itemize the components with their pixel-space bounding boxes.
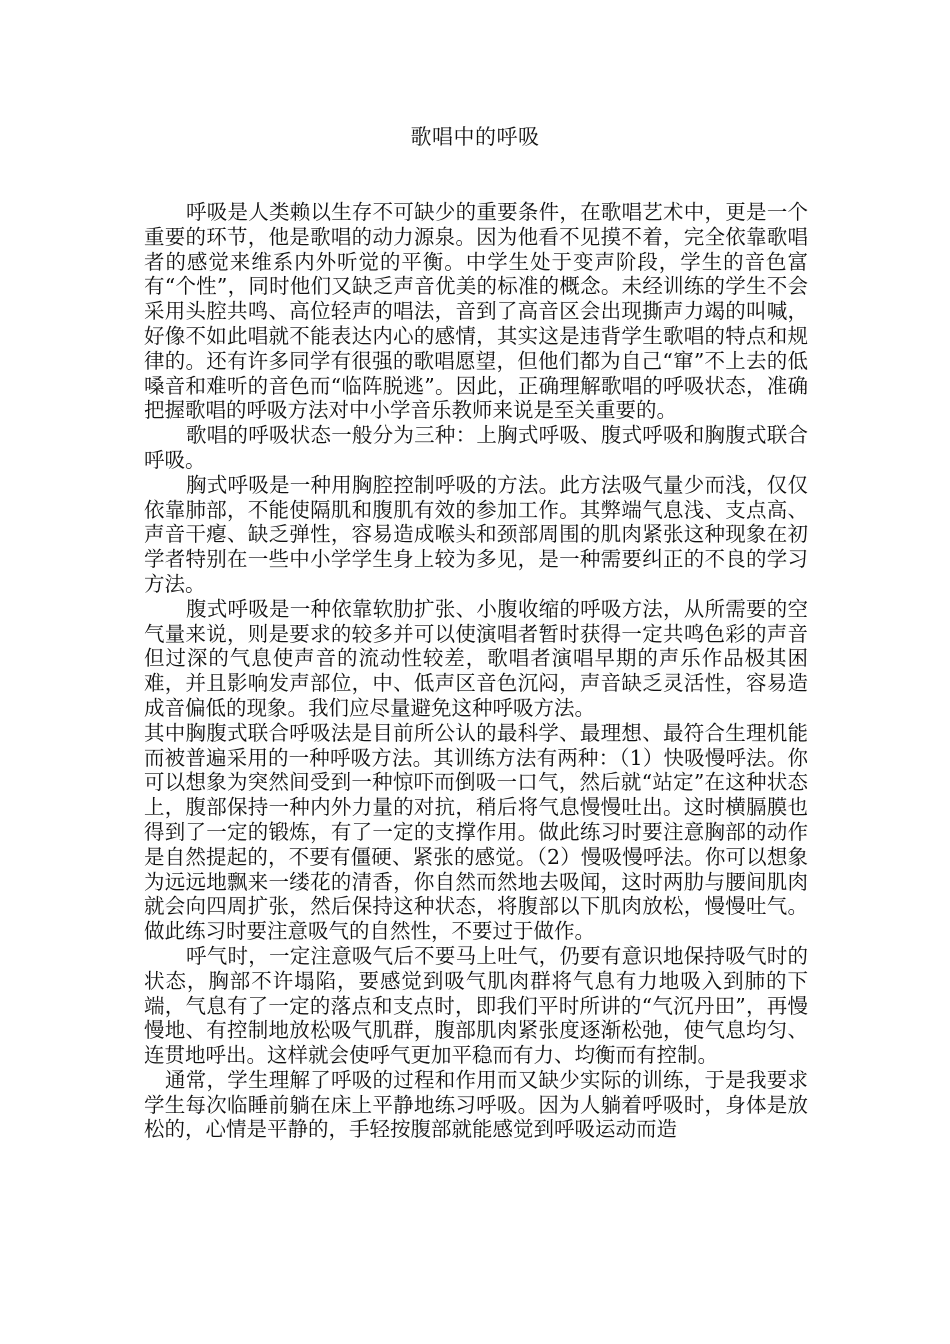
paragraph-exhalation: 呼气时，一定注意吸气后不要马上吐气，仍要有意识地保持吸气时的状态，胸部不许塌陷，要感觉到吸气肌肉群将气息有力地吸入到肺的下端，气息有了一定的落点和支点时，即我们平时所讲的“气沉丹田”，再慢慢地、有控制地放松吸气肌群，腹部肌肉紧张度逐渐松弛，使气息均匀、连贯地呼出。这样就会使呼气更加平稳而有力、均衡而有控制。 xyxy=(144,943,808,1068)
paragraph-combined-breathing: 其中胸腹式联合呼吸法是目前所公认的最科学、最理想、最符合生理机能而被普遍采用的一种呼吸方法。其训练方法有两种：（1）快吸慢呼法。你可以想象为突然间受到一种惊吓而倒吸一口气，然后就“站定”在这种状态上，腹部保持一种内外力量的对抗，稍后将气息慢慢吐出。这时横膈膜也得到了一定的锻炼，有了一定的支撑作用。做此练习时要注意胸部的动作是自然提起的，不要有僵硬、紧张的感觉。（2）慢吸慢呼法。你可以想象为远远地飘来一缕花的清香，你自然而然地去吸闻，这时两肋与腰间肌肉就会向四周扩张，然后保持这种状态，将腹部以下肌肉放松，慢慢吐气。做此练习时要注意吸气的自然性，不要过于做作。 xyxy=(144,720,808,944)
document-body xyxy=(144,200,808,1142)
paragraph-practice: 通常，学生理解了呼吸的过程和作用而又缺少实际的训练，于是我要求学生每次临睡前躺在床上平静地练习呼吸。因为人躺着呼吸时，身体是放松的，心情是平静的，手轻按腹部就能感觉到呼吸运动而造 xyxy=(144,1067,808,1142)
paragraph-intro: 呼吸是人类赖以生存不可缺少的重要条件，在歌唱艺术中，更是一个重要的环节，他是歌唱的动力源泉。因为他看不见摸不着，完全依靠歌唱者的感觉来维系内外听觉的平衡。中学生处于变声阶段，学生的音色富有“个性”，同时他们又缺乏声音优美的标准的概念。未经训练的学生不会采用头腔共鸣、高位轻声的唱法，音到了高音区会出现撕声力竭的叫喊，好像不如此唱就不能表达内心的感情，其实这是违背学生歌唱的特点和规律的。还有许多同学有很强的歌唱愿望，但他们都为自己“窜”不上去的低嗓音和难听的音色而“临阵脱逃”。因此，正确理解歌唱的呼吸状态，准确把握歌唱的呼吸方法对中小学音乐教师来说是至关重要的。 xyxy=(144,200,808,423)
document-title: 歌唱中的呼吸 xyxy=(410,125,540,149)
paragraph-abdominal-breathing: 腹式呼吸是一种依靠软肋扩张、小腹收缩的呼吸方法，从所需要的空气量来说，则是要求的较多并可以使演唱者暂时获得一定共鸣色彩的声音但过深的气息使声音的流动性较差，歌唱者演唱早期的声乐作品极其困难，并且影响发声部位，中、低声区音色沉闷，声音缺乏灵活性，容易造成音偏低的现象。我们应尽量避免这种呼吸方法。 xyxy=(144,596,808,720)
paragraph-breathing-types: 歌唱的呼吸状态一般分为三种：上胸式呼吸、腹式呼吸和胸腹式联合呼吸。 xyxy=(144,423,808,472)
paragraph-chest-breathing: 胸式呼吸是一种用胸腔控制呼吸的方法。此方法吸气量少而浅，仅仅依靠肺部，不能使隔肌和腹肌有效的参加工作。其弊端气息浅、支点高、声音干瘪、缺乏弹性，容易造成喉头和颈部周围的肌肉紧张这种现象在初学者特别在一些中小学学生身上较为多见，是一种需要纠正的不良的学习方法。 xyxy=(144,472,808,596)
